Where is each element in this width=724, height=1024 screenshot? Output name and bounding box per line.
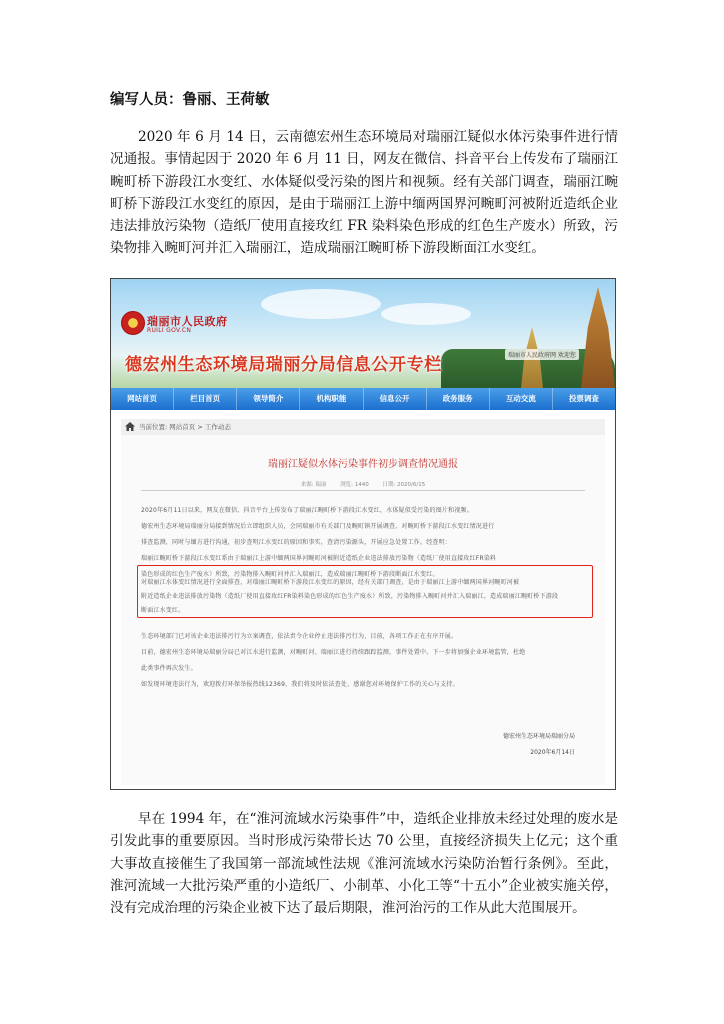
banner-tag: 瑞丽市人民政府网 欢迎您 — [505, 349, 579, 360]
breadcrumb-text[interactable]: 当前位置: 网站首页 > 工作动态 — [139, 423, 231, 431]
meta-views: 浏览: 1440 — [340, 482, 369, 488]
paragraph-huaihe-incident: 早在 1994 年，在“淮河流域水污染事件”中，造纸企业排放未经过处理的废水是引发此事的重要原因。当时形成污染带长达 70 公里，直接经济损失上亿元；这个重大事故直接催生了我国第一部流域性法规《淮河流域水污染防治暂行条例》。至此，淮河流域一大批污染严重的小造纸厂、小制革、小化工等“十五小”企业被实施关停，没有完成治理的污染企业被下达了最后期限，淮河治污的工作从此大范围展开。 — [110, 811, 618, 917]
site-banner — [111, 279, 615, 388]
cloud-shape — [381, 303, 471, 325]
home-icon — [125, 422, 135, 431]
site-title: 德宏州生态环境局瑞丽分局信息公开专栏 — [125, 355, 442, 375]
signature: 德宏州生态环境局瑞丽分局 — [502, 733, 575, 740]
meta-source: 来源: 瑞丽 — [300, 482, 327, 488]
nav-item-interaction[interactable]: 互动交流 — [490, 388, 553, 410]
nav-item-vote[interactable]: 投票调查 — [568, 394, 599, 403]
article-line: 生态环境部门已对该企业违法排污行为立案调查，依法责令企业停止违法排污行为，目前，各项工作正在有序开展。 — [141, 633, 458, 640]
article-content — [121, 435, 605, 785]
authors-line: 编写人员：鲁丽、王荷敏 — [110, 92, 270, 108]
red-highlight-box — [137, 565, 593, 618]
nav-item-gov-services[interactable]: 政务服务 — [427, 388, 490, 410]
nav-item-section-home[interactable]: 栏目首页 — [174, 388, 237, 410]
main-nav — [111, 388, 615, 410]
article-line: 瑞丽江畹町桥下游段江水变红系由于瑞丽江上游中缅两国界河畹町河被附近造纸企业违法排放污染物（造纸厂使用直接玫红FR染料 — [141, 555, 497, 562]
embedded-screenshot — [110, 278, 616, 790]
nav-item-info-disclosure[interactable]: 信息公开 — [364, 388, 427, 410]
paragraph-ruili-incident: 2020 年 6 月 14 日，云南德宏州生态环境局对瑞丽江疑似水体污染事件进行情况通报。事情起因于 2020 年 6 月 11 日，网友在微信、抖音平台上传发布了瑞丽江畹町桥下游段江水变红、水体疑似受污染的图片和视频。经有关部门调查，瑞丽江畹町桥下游段江水变红的原因，是由于瑞丽江上游中缅两国界河畹町河被附近造纸企业违法排放污染物（造纸厂使用直接玫红 FR 染料染色形成的红色生产废水）所致，污染物排入畹町河并汇入瑞丽江，造成瑞丽江畹町桥下游段断面江水变红。 — [110, 129, 618, 257]
divider — [141, 490, 585, 491]
article-line: 目前，德宏州生态环境局瑞丽分局已对江水进行监测，对畹町河、瑞丽江进行持续跟踪监测，事件处置中。下一步将加强企业环境监管，杜绝 — [141, 649, 526, 656]
article-meta — [121, 480, 605, 488]
breadcrumb — [121, 419, 605, 436]
national-emblem-icon — [121, 311, 145, 335]
meta-date: 日期: 2020/6/15 — [382, 482, 426, 488]
article-line: 排查监测，同时与缅方进行沟通，初步查明江水变红的原因和事实，查清污染源头，开展应急处置工作。经查明： — [141, 539, 452, 546]
article-line-highlighted: 断面江水变红。 — [141, 607, 185, 614]
gov-sub: RUILI GOV.CN — [147, 327, 192, 334]
pagoda-image — [581, 287, 615, 388]
nav-item-leaders[interactable]: 领导简介 — [237, 388, 300, 410]
article-line-highlighted: 对瑞丽江水体变红情况进行全面排查，对瑞丽江畹町桥下游段江水变红的原因，经有关部门调查，是由于瑞丽江上游中缅两国界河畹町河被 — [141, 579, 520, 586]
article-line: 染色形成的红色生产废水）所致，污染物排入畹町河并汇入瑞丽江，造成瑞丽江畹町桥下游段断面江水变红。 — [141, 571, 439, 578]
gov-name: 瑞丽市人民政府 — [147, 315, 228, 328]
cloud-shape — [261, 289, 381, 319]
article-line: 德宏州生态环境局瑞丽分局接到情况后立即组织人员，会同瑞丽市有关部门及畹町镇开展调查，对畹町桥下游段江水变红情况进行 — [141, 523, 495, 530]
nav-item-functions[interactable]: 机构职能 — [300, 388, 363, 410]
nav-item-home[interactable]: 网站首页 — [111, 388, 174, 410]
article-line: 如发现环境违法行为，欢迎拨打环保举报热线12369，我们将及时依法查处，感谢您对环境保护工作的关心与支持。 — [141, 681, 459, 688]
article-title: 瑞丽江疑似水体污染事件初步调查情况通报 — [268, 459, 458, 470]
article-line: 2020年6月11日以来，网友在微信、抖音平台上传发布了瑞丽江畹町桥下游段江水变红，水体疑似受污染的图片和视频。 — [141, 507, 473, 514]
article-line: 此类事件再次发生。 — [141, 665, 197, 672]
article-line-highlighted: 附近造纸企业违法排放污染物（造纸厂使用直接玫红FR染料染色形成的红色生产废水）所致，污染物排入畹町河并汇入瑞丽江，造成瑞丽江畹町桥下游段 — [141, 593, 559, 600]
signature-date: 2020年6月14日 — [530, 749, 575, 756]
